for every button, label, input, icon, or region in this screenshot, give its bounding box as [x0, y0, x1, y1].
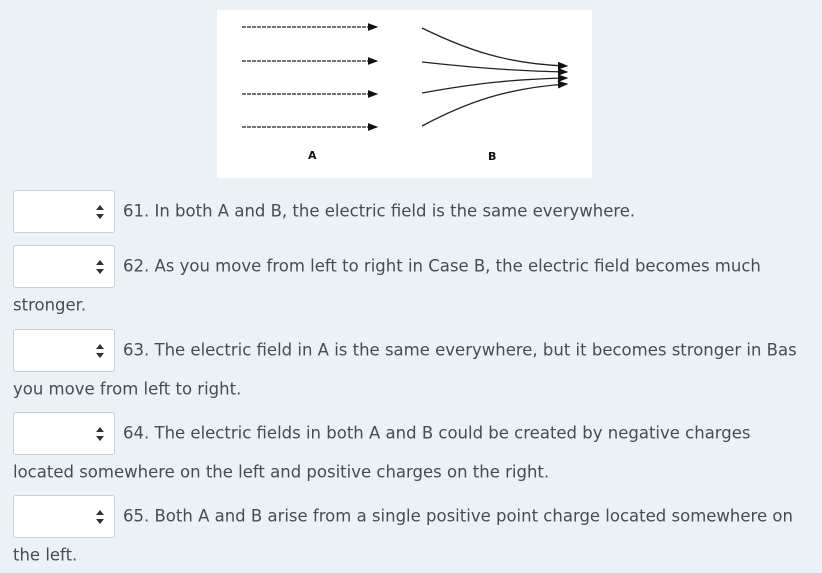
case-b-field-lines — [422, 28, 567, 126]
field-line-b2 — [422, 62, 567, 72]
up-down-arrows-icon — [96, 344, 104, 358]
answer-select-65[interactable] — [13, 495, 115, 538]
answer-select-63[interactable] — [13, 329, 115, 372]
up-down-arrows-icon — [96, 427, 104, 441]
label-b: B — [488, 150, 497, 163]
answer-select-61[interactable] — [13, 190, 115, 233]
field-lines-figure — [217, 10, 592, 178]
answer-select-64[interactable] — [13, 412, 115, 455]
answer-select-62[interactable] — [13, 245, 115, 288]
question-text-64: 64. The electric fields in both A and B could be created by negative charges located somewhere on the left and positive charges on the right. — [13, 423, 751, 482]
question-63 — [13, 329, 803, 407]
question-text-62: 62. As you move from left to right in Case B, the electric field becomes much stronger. — [13, 256, 761, 315]
question-62 — [13, 245, 803, 323]
field-line-b4 — [422, 84, 567, 126]
question-text-65: 65. Both A and B arise from a single positive point charge located somewhere on the left. — [13, 506, 793, 565]
question-61 — [13, 190, 803, 233]
question-text-63: 63. The electric field in A is the same everywhere, but it becomes stronger in Bas you move from left to right. — [13, 340, 797, 399]
field-line-b1 — [422, 28, 567, 66]
up-down-arrows-icon — [96, 205, 104, 219]
up-down-arrows-icon — [96, 260, 104, 274]
question-65 — [13, 495, 803, 573]
case-a-field-lines — [242, 27, 377, 127]
field-lines-diagram — [217, 10, 592, 178]
up-down-arrows-icon — [96, 510, 104, 524]
question-64 — [13, 412, 803, 490]
question-text-61: 61. In both A and B, the electric field is the same everywhere. — [123, 201, 636, 221]
label-a: A — [308, 149, 317, 162]
